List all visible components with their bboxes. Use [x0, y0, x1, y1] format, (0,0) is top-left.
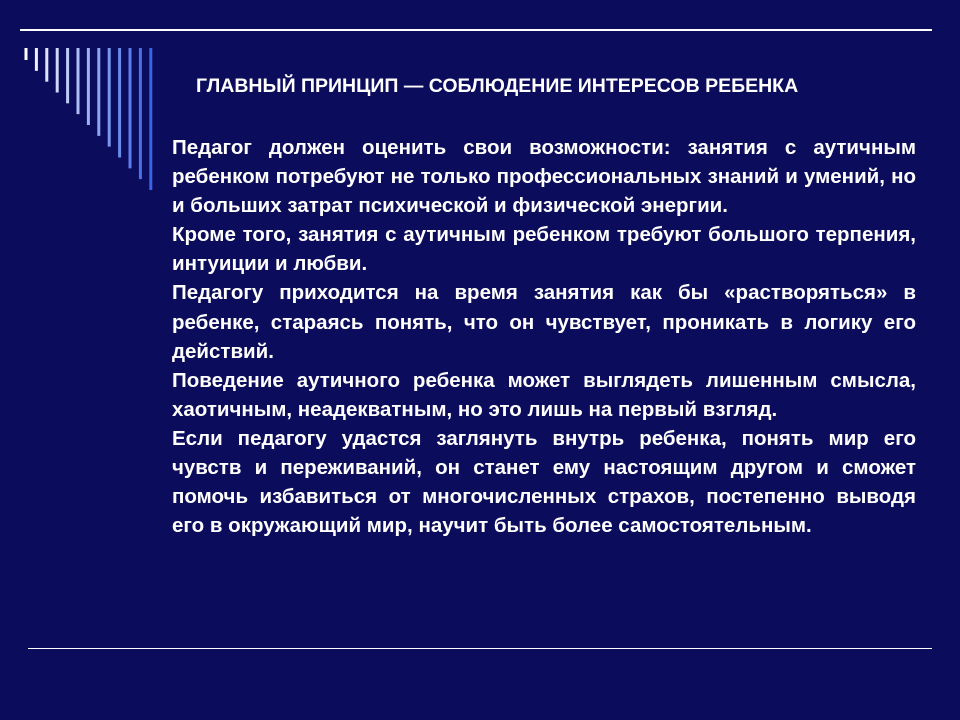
- paragraph-1: Педагог должен оценить свои возможности: занятия с аутичным ребенком потребуют не только профессиональных знаний и умений, но и больших затрат психической и физической энергии.: [172, 136, 916, 218]
- decorative-stripes: [0, 0, 170, 200]
- bottom-rule: [28, 648, 932, 649]
- slide-title: ГЛАВНЫЙ ПРИНЦИП — СОБЛЮДЕНИЕ ИНТЕРЕСОВ РЕБЕНКА: [196, 75, 799, 97]
- slide-body: [172, 133, 916, 540]
- paragraph-4: Поведение аутичного ребенка может выглядеть лишенным смысла, хаотичным, неадекватным, но это лишь на первый взгляд.: [172, 368, 916, 421]
- paragraph-2: Кроме того, занятия с аутичным ребенком требуют большого терпения, интуиции и любви.: [172, 223, 916, 276]
- paragraph-3: Педагогу приходится на время занятия как бы «растворяться» в ребенке, стараясь понять, что он чувствует, проникать в логику его действий.: [172, 281, 916, 363]
- paragraph-5: Если педагогу удастся заглянуть внутрь ребенка, понять мир его чувств и переживаний, он станет ему настоящим другом и сможет помочь избавиться от многочисленных страхов, постепенно выводя его в окружающий мир, научит быть более самостоятельным.: [172, 426, 916, 538]
